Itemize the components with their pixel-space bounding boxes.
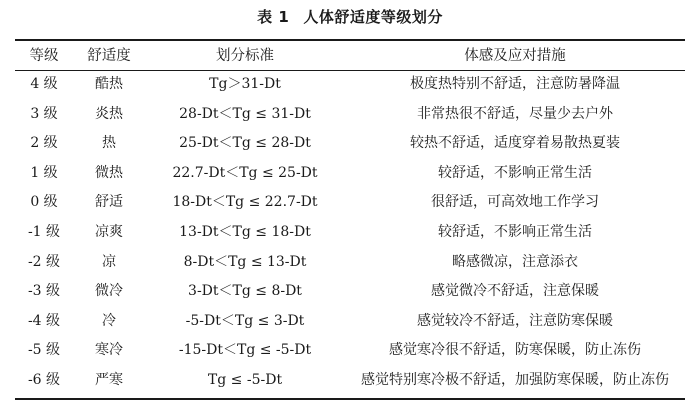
cell-measures: 较舒适，不影响正常生活 <box>438 223 592 240</box>
table-row <box>15 307 685 337</box>
table-row <box>15 366 685 396</box>
header-feeling-measures: 体感及应对措施 <box>464 48 566 64</box>
cell-comfort: 凉 <box>102 253 116 270</box>
table-row <box>15 188 685 218</box>
cell-comfort: 酷热 <box>95 76 123 92</box>
table-row <box>15 70 685 100</box>
cell-level: -2 级 <box>27 253 61 270</box>
cell-measures: 感觉特别寒冷极不舒适，加强防寒保暖，防止冻伤 <box>361 371 669 388</box>
table-header-row <box>15 42 685 70</box>
header-criterion: 划分标准 <box>216 48 274 64</box>
cell-comfort: 热 <box>102 135 116 152</box>
table-caption <box>0 6 700 28</box>
cell-criterion: 8-Dt＜Tg ≤ 13-Dt <box>183 253 307 270</box>
cell-level: -5 级 <box>27 342 61 359</box>
cell-level: -4 级 <box>27 312 61 329</box>
cell-criterion: 18-Dt＜Tg ≤ 22.7-Dt <box>172 194 318 211</box>
table-row <box>15 218 685 248</box>
cell-comfort: 冷 <box>102 312 116 329</box>
cell-level: -6 级 <box>27 371 61 388</box>
cell-criterion: 3-Dt＜Tg ≤ 8-Dt <box>188 283 302 300</box>
cell-level: -3 级 <box>27 283 61 300</box>
cell-comfort: 微冷 <box>95 283 123 300</box>
cell-measures: 较热不舒适，适度穿着易散热夏装 <box>410 135 620 152</box>
table-top-rule <box>15 39 685 41</box>
table-number: 表 1 <box>257 8 290 26</box>
table-row <box>15 100 685 130</box>
cell-criterion: Tg＞31-Dt <box>209 76 281 92</box>
cell-criterion: 28-Dt＜Tg ≤ 31-Dt <box>179 105 311 122</box>
cell-measures: 感觉较冷不舒适，注意防寒保暖 <box>417 312 613 329</box>
cell-measures: 极度热特别不舒适，注意防暑降温 <box>410 76 620 92</box>
cell-criterion: 25-Dt＜Tg ≤ 28-Dt <box>179 135 311 152</box>
cell-level: 3 级 <box>30 105 58 122</box>
cell-criterion: -5-Dt＜Tg ≤ 3-Dt <box>185 312 305 329</box>
cell-criterion: Tg ≤ -5-Dt <box>207 371 283 388</box>
cell-measures: 感觉寒冷很不舒适，防寒保暖，防止冻伤 <box>389 342 641 359</box>
cell-measures: 略感微凉，注意添衣 <box>452 253 578 270</box>
cell-criterion: 22.7-Dt＜Tg ≤ 25-Dt <box>172 164 318 181</box>
cell-comfort: 舒适 <box>95 194 123 211</box>
table-title: 人体舒适度等级划分 <box>303 8 443 26</box>
cell-comfort: 凉爽 <box>95 223 123 240</box>
cell-measures: 很舒适，可高效地工作学习 <box>431 194 599 211</box>
cell-level: 1 级 <box>30 164 58 181</box>
header-level: 等级 <box>29 48 59 64</box>
cell-measures: 较舒适，不影响正常生活 <box>438 164 592 181</box>
cell-level: 0 级 <box>30 194 58 211</box>
table-row <box>15 248 685 278</box>
comfort-level-table <box>15 42 685 396</box>
cell-comfort: 寒冷 <box>95 342 123 359</box>
cell-measures: 非常热很不舒适，尽量少去户外 <box>417 105 613 122</box>
cell-criterion: -15-Dt＜Tg ≤ -5-Dt <box>178 342 312 359</box>
cell-comfort: 严寒 <box>95 371 123 388</box>
header-comfort: 舒适度 <box>87 48 131 64</box>
cell-criterion: 13-Dt＜Tg ≤ 18-Dt <box>179 223 311 240</box>
cell-level: -1 级 <box>27 223 61 240</box>
cell-comfort: 微热 <box>95 164 123 181</box>
table-row <box>15 159 685 189</box>
table-row <box>15 336 685 366</box>
cell-level: 4 级 <box>30 76 58 92</box>
table-row <box>15 129 685 159</box>
cell-measures: 感觉微冷不舒适，注意保暖 <box>431 283 599 300</box>
table-bottom-rule <box>15 398 685 400</box>
cell-comfort: 炎热 <box>95 105 123 122</box>
cell-level: 2 级 <box>30 135 58 152</box>
table-row <box>15 277 685 307</box>
